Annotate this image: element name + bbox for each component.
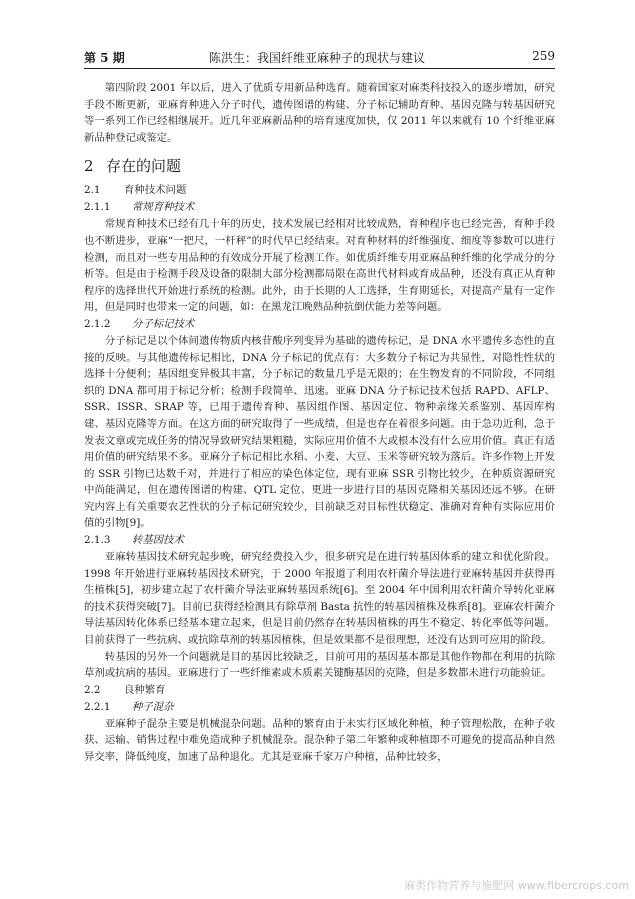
- subsection-number: 2.2: [84, 683, 101, 696]
- subsection-2-1-3-heading: [84, 532, 555, 549]
- section-number: 2: [84, 157, 94, 176]
- paragraph-molecular-markers: 分子标记是以个体间遗传物质内核苷酸序列变异为基础的遗传标记，是 DNA 水平遗传多态性的直接的反映。与其他遗传标记相比，DNA 分子标记的优点有：大多数分子标记为共显性，对隐性性状的选择十分便利；基因组变异极其丰富，分子标记的数量几乎是无限的；在生物发育的不同阶段，不同组织的 DNA 都可用于标记分析；检测手段简单、迅速。亚麻 DNA 分子标记技术包括 RAPD、AFLP、SSR、ISSR、SRAP 等，已用于遗传育种、基因组作图、基因定位、物种亲缘关系鉴别、基因库构建、基因克隆等方面。在这方面的研究取得了一些成绩，但是也存在着很多问题。由于急功近利，急于发表文章或完成任务的情况导致研究结果粗糙，实际应用价值不大或根本没有什么应用价值。真正有适用价值的研究结果不多。亚麻分子标记相比水稻、小麦、大豆、玉米等研究较为落后。许多作物上开发的 SSR 引物已达数千对，并进行了相应的染色体定位，现有亚麻 SSR 引物比较少，在种质资源研究中尚能满足，但在遗传图谱的构建、QTL 定位、更进一步进行目的基因克隆相关基因还远不够。在研究内容上有关重要农艺性状的分子标记研究较少，目前缺乏对目标性状稳定、准确对育种有实际应用价值的引物[9]。: [84, 334, 555, 530]
- running-header: [84, 44, 555, 69]
- paragraph-seed-mixing: 亚麻种子混杂主要是机械混杂问题。品种的繁育由于未实行区域化种植，种子管理松散，在种子收获、运输、销售过程中难免造成种子机械混杂。混杂种子第二年繁种或种植即不可避免的提高品种自然异交率，降低纯度，加速了品种退化。尤其是亚麻千家万户种植，品种比较多，: [84, 717, 555, 763]
- article-body: [84, 80, 555, 766]
- subsection-number: 2.1: [84, 184, 101, 197]
- section-title: 存在的问题: [106, 157, 182, 176]
- subsection-title: 良种繁育: [124, 683, 166, 696]
- section-2-heading: [84, 156, 555, 176]
- subsection-2-2-1-heading: [84, 699, 555, 716]
- issue-number: 第 5 期: [84, 51, 125, 65]
- intro-paragraph: 第四阶段 2001 年以后，进入了优质专用新品种选育。随着国家对麻类科技投入的逐步增加，研究手段不断更新，亚麻育种进入分子时代，遗传图谱的构建、分子标记辅助育种、基因克隆与转基因研究等一系列工作已经相继展开。近几年亚麻新品种的培育速度加快，仅 2011 年以来就有 10 个纤维亚麻新品种登记或鉴定。: [84, 82, 555, 144]
- site-watermark: 麻类作物营养与施肥网 www.fibercrops.com: [404, 879, 629, 892]
- subsection-title: 常规育种技术: [132, 201, 195, 214]
- subsection-2-1-1-heading: [84, 199, 555, 216]
- subsection-title: 种子混杂: [132, 700, 174, 713]
- paragraph-transgenic-genes: 转基因的另外一个问题就是目的基因比较缺乏，目前可用的基因基本都是其他作物都在利用的抗除草剂或抗病的基因。亚麻进行了一些纤维素或木质素关键酶基因的克隆，但是多数都未进行功能验证。: [84, 650, 555, 680]
- subsection-2-2-heading: [84, 682, 555, 699]
- subsection-number: 2.2.1: [84, 700, 111, 713]
- subsection-title: 分子标记技术: [132, 317, 195, 330]
- paragraph-transgenic: 亚麻转基因技术研究起步晚，研究经费投入少，很多研究是在进行转基因体系的建立和优化阶段。1998 年开始进行亚麻转基因技术研究，于 2000 年报道了利用农杆菌介导法进行亚麻转基因并获得再生植株[5]，初步建立起了农杆菌介导法亚麻转基因系统[6]。至 2004 年中国利用农杆菌介导转化亚麻的技术获得突破[7]。目前已获得经检测具有除草剂 Basta 抗性的转基因植株及株系[8]。亚麻农杆菌介导法基因转化体系已经基本建立起来，但是目前仍然存在转基因植株的再生不稳定、转化率低等问题。目前获得了一些抗病、或抗除草剂的转基因植株，但是效果都不是很理想，还没有达到可应用的阶段。: [84, 551, 555, 647]
- page-number: 259: [532, 49, 555, 63]
- subsection-title: 育种技术问题: [124, 184, 187, 197]
- subsection-number: 2.1.1: [84, 201, 111, 214]
- paragraph-conventional-breeding: 常规育种技术已经有几十年的历史，技术发展已经相对比较成熟，育种程序也已经完善，育种手段也不断进步，亚麻“一把尺，一杆秤”的时代早已经结束。对育种材料的纤维强度、细度等参数可以进行检测，而且对一些专用品种的有效成分开展了检测工作。如优质纤维专用亚麻品种纤维的化学成分的分析等。但是由于检测手段及设备的限制大部分检测都局限在高世代材料或育成品种，还没有真正从育种程序的选择世代开始进行系统的检测。此外，由于长期的人工选择，生育期延长，对提高产量有一定作用，但是同时也带来一定的问题，如：在黑龙江晚熟品种抗倒伏能力差等问题。: [84, 218, 555, 314]
- subsection-number: 2.1.3: [84, 534, 111, 547]
- subsection-number: 2.1.2: [84, 317, 111, 330]
- subsection-title: 转基因技术: [132, 534, 184, 547]
- running-title: 陈洪生：我国纤维亚麻种子的现状与建议: [209, 51, 426, 65]
- subsection-2-1-heading: [84, 182, 555, 199]
- subsection-2-1-2-heading: [84, 316, 555, 333]
